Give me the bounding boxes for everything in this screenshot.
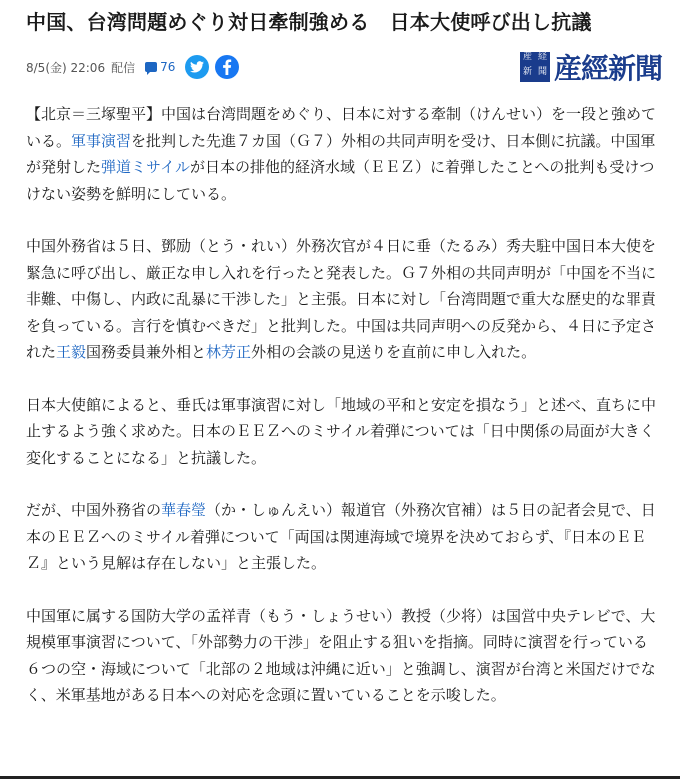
logo-char: 新 — [522, 67, 532, 77]
wang-yi-link[interactable]: 王毅 — [56, 343, 87, 361]
paragraph-4 — [26, 497, 662, 577]
article-headline: 中国、台湾問題めぐり対日牽制強める 日本大使呼び出し抗議 — [26, 10, 592, 34]
paragraph-text: （か・しゅんえい）報道官（外務次官補）は５日の記者会見で、日本のＥＥＺへのミサイル着弾について「両国は関連海域で境界を決めておらず、『日本のＥＥＺ』という見解は存在しない」と主張した。 — [26, 501, 656, 572]
sankei-logo[interactable] — [520, 47, 662, 87]
hayashi-yoshimasa-link[interactable]: 林芳正 — [206, 343, 252, 361]
meta-left — [26, 55, 245, 79]
comment-bubble-icon — [145, 62, 157, 72]
logo-text: 産經新聞 — [553, 52, 662, 85]
military-exercise-link[interactable]: 軍事演習 — [71, 131, 132, 150]
publish-date: 8/5(金) 22:06 — [26, 60, 106, 75]
article-body — [26, 101, 662, 709]
logo-char: 経 — [537, 52, 547, 62]
ballistic-missile-link[interactable]: 弾道ミサイル — [101, 158, 190, 176]
comments-count: 76 — [160, 60, 176, 74]
paragraph-text: 外相の会談の見送りを直前に申し入れた。 — [251, 343, 537, 361]
logo-char: 産 — [522, 52, 532, 62]
twitter-bird-icon — [190, 61, 204, 73]
paragraph-5: 中国軍に属する国防大学の孟祥青（もう・しょうせい）教授（少将）は国営中央テレビで、大規模軍事演習について、「外部勢力の干渉」を阻止する狙いを指摘。同時に演習を行っている６つの空・海域について「北部の２地域は沖縄に近い」と強調し、演習が台湾と米国だけでなく、米軍基地がある日本への対応を念頭に置いていることを示唆した。 — [26, 606, 656, 704]
article-meta — [26, 47, 662, 87]
paragraph-2 — [26, 233, 662, 366]
paragraph-text: が日本の排他的経済水域（ＥＥＺ）に着弾したことへの批判も受けつけない姿勢を鮮明にしている。 — [26, 158, 655, 203]
twitter-share-button[interactable] — [185, 55, 209, 79]
paragraph-text: 国務委員兼外相と — [86, 343, 207, 361]
paragraph-3: 日本大使館によると、垂氏は軍事演習に対し「地域の平和と安定を損なう」と述べ、直ちに中止するよう強く求めた。日本のＥＥＺへのミサイル着弾については「日中関係の局面が大きく変化することになる」と抗議した。 — [26, 395, 657, 467]
distribution-label: 配信 — [111, 60, 136, 75]
hua-chunying-link[interactable]: 華春瑩 — [161, 501, 207, 519]
paragraph-1 — [26, 101, 662, 207]
facebook-share-button[interactable] — [215, 55, 239, 79]
paragraph-text: 【北京＝三塚聖平】中国は台湾問題をめぐり、日本に対する牽制（けんせい）を一段と強めている。 — [26, 105, 657, 150]
paragraph-text: だが、中国外務省の — [26, 501, 162, 519]
facebook-f-icon — [222, 59, 232, 75]
comments-link[interactable] — [145, 60, 175, 74]
paragraph-text: を批判した先進７カ国（Ｇ７）外相の共同声明を受け、日本側に抗議。中国軍が発射した — [26, 131, 656, 176]
paragraph-text: 中国外務省は５日、鄧励（とう・れい）外務次官が４日に垂（たるみ）秀夫駐中国日本大使を緊急に呼び出し、厳正な申し入れを行ったと発表した。Ｇ７外相の共同声明が「中国を不当に非難、中傷し、内政に乱暴に干渉した」と主張。日本に対し「台湾問題で重大な歴史的な罪責を負っている。言行を慎むべきだ」と批判した。中国は共同声明への反発から、４日に予定された — [26, 237, 657, 361]
logo-char: 聞 — [537, 67, 547, 77]
logo-emblem — [520, 52, 550, 82]
